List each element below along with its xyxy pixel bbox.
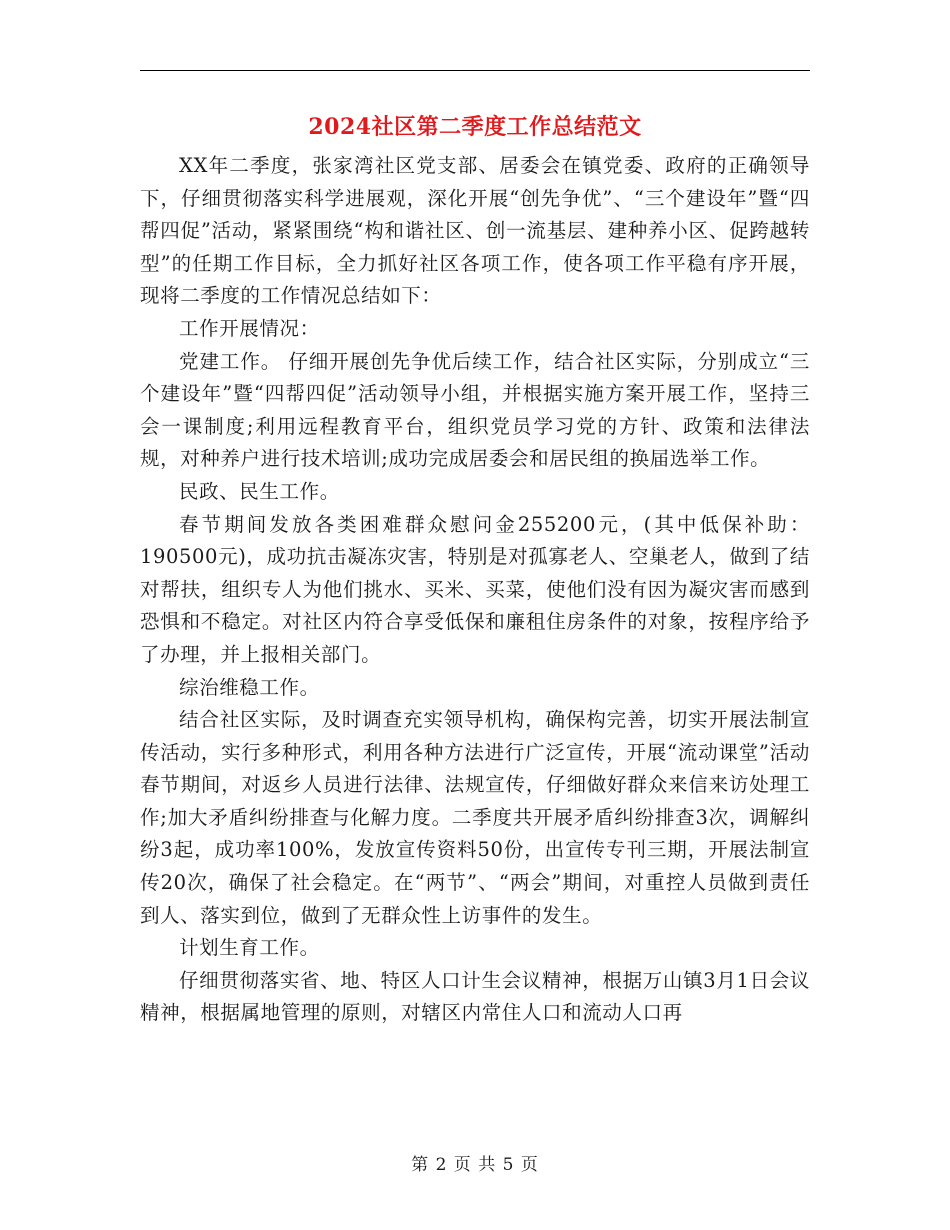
document-title: 2024社区第二季度工作总结范文 [308,114,642,140]
paragraph-party-building: 党建工作。 仔细开展创先争优后续工作，结合社区实际，分别成立“三个建设年”暨“四帮四促”活动领导小组，并根据实施方案开展工作，坚持三会一课制度;利用远程教育平台，组织党员学习党的方针、政策和法律法规，对种养户进行技术培训;成功完成居委会和居民组的换届选举工作。 [140,349,810,471]
paragraph-stability: 结合社区实际，及时调查充实领导机构，确保构完善，切实开展法制宣传活动，实行多种形式，利用各种方法进行广泛宣传，开展“流动课堂”活动春节期间，对返乡人员进行法律、法规宣传，仔细做好群众来信来访处理工作;加大矛盾纠纷排查与化解力度。二季度共开展矛盾纠纷排查3次，调解纠纷3起，成功率100%，发放宣传资料50份，出宣传专刊三期，开展法制宣传20次，确保了社会稳定。在“两节”、“两会”期间，对重控人员做到责任到人、落实到位，做到了无群众性上访事件的发生。 [140,708,810,927]
paragraph-family-planning: 仔细贯彻落实省、地、特区人口计生会议精神，根据万山镇3月1日会议精神，根据属地管理的原则，对辖区内常住人口和流动人口再 [140,968,810,1025]
page-indicator: 第 2 页 共 5 页 [411,1155,539,1175]
document-body [140,150,810,1030]
paragraph-heading-overview: 工作开展情况： [179,316,320,340]
header-rule [140,70,810,71]
paragraph-intro: XX年二季度，张家湾社区党支部、居委会在镇党委、政府的正确领导下，仔细贯彻落实科学进展观，深化开展“创先争优”、“三个建设年”暨“四帮四促”活动，紧紧围绕“构和谐社区、创一流基层、建种养小区、促跨越转型”的任期工作目标，全力抓好社区各项工作，使各项工作平稳有序开展，现将二季度的工作情况总结如下： [140,154,810,308]
paragraph-heading-stability: 综治维稳工作。 [179,675,320,699]
paragraph-heading-civil-affairs: 民政、民生工作。 [179,479,340,503]
paragraph-heading-family-planning: 计划生育工作。 [179,936,320,960]
paragraph-civil-affairs: 春节期间发放各类困难群众慰问金255200元，(其中低保补助：190500元)，成功抗击凝冻灾害，特别是对孤寡老人、空巢老人，做到了结对帮扶，组织专人为他们挑水、买米、买菜，使他们没有因为凝灾害而感到恐惧和不稳定。对社区内符合享受低保和廉租住房条件的对象，按程序给予了办理，并上报相关部门。 [140,512,810,666]
